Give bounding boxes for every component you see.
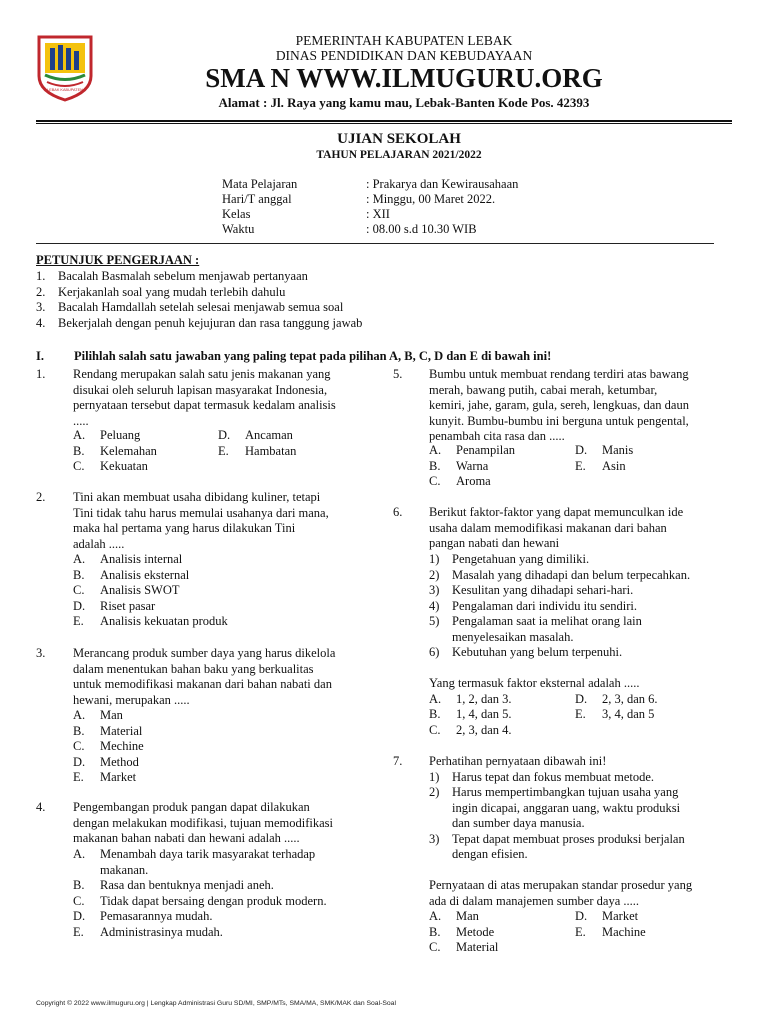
instruction-num: 3. — [36, 300, 46, 314]
answer-option-c[interactable]: C. 2, 3, dan 4. — [429, 722, 512, 737]
answer-option-a-cont: makanan. — [100, 862, 149, 877]
question-7 — [393, 754, 738, 959]
answer-option-d[interactable]: D. Manis — [575, 443, 634, 457]
answer-option-d[interactable]: D. Pemasarannya mudah. — [73, 909, 213, 923]
answer-option-b[interactable]: B. Kelemahan — [73, 443, 157, 458]
svg-text:LEBAK KABUPATEN: LEBAK KABUPATEN — [47, 88, 83, 92]
question-number: 7. — [393, 754, 403, 768]
question-line: Berikut faktor-faktor yang dapat memunculkan ide — [429, 505, 684, 519]
exam-info — [0, 177, 768, 239]
copyright-footer: Copyright © 2022 www.ilmuguru.org | Lengkap Administrasi Guru SD/MI, SMP/MTs, SMA/MA, SMK/MAK dan Soal-Soal — [36, 1000, 396, 1007]
statement-item-cont: dan sumber daya manusia. — [452, 816, 585, 830]
answer-option-b[interactable]: B. Metode — [429, 924, 495, 939]
question-line: Rendang merupakan salah satu jenis makanan yang — [73, 367, 331, 381]
dept-title: DINAS PENDIDIKAN DAN KEBUDAYAAN — [275, 48, 533, 63]
question-line: Bumbu untuk membuat rendang terdiri atas bawang — [429, 367, 689, 381]
question-line: kemiri, jahe, garam, gula, sereh, lengkuas, dan daun — [429, 398, 689, 412]
question-3 — [36, 646, 376, 786]
question-text — [73, 367, 373, 429]
answer-option-d[interactable]: D. 2, 3, dan 6. — [575, 691, 658, 706]
kop-divider — [36, 120, 732, 122]
question-number: 4. — [36, 800, 46, 814]
answer-option-b[interactable]: B. Analisis eksternal — [73, 567, 190, 582]
question-text — [429, 505, 734, 552]
answer-option-c[interactable]: C. Analisis SWOT — [73, 583, 180, 597]
info-label: Mata Pelajaran — [222, 177, 298, 191]
answer-option-e[interactable]: E. Asin — [575, 458, 626, 473]
statement-item: 1) Pengetahuan yang dimiliki. — [429, 552, 590, 566]
answer-option-a[interactable]: A. Penampilan — [429, 443, 516, 457]
instruction-text: Bacalah Hamdallah setelah selesai menjawab semua soal — [58, 300, 344, 314]
instruction-num: 1. — [36, 269, 46, 283]
question-line: penambah cita rasa dan ..... — [429, 429, 565, 443]
question-number: 3. — [36, 646, 46, 660]
question-prompt: ada di dalam manajemen sumber daya ..... — [429, 893, 639, 908]
answer-option-e[interactable]: E. Administrasinya mudah. — [73, 924, 223, 939]
statement-item-cont: dengan efisien. — [452, 847, 528, 861]
instruction-num: 4. — [36, 315, 46, 330]
info-value: : 08.00 s.d 10.30 WIB — [366, 222, 477, 236]
question-text — [73, 646, 373, 708]
question-number: 5. — [393, 367, 403, 381]
question-text — [429, 367, 734, 445]
answer-option-e[interactable]: E. Hambatan — [218, 443, 297, 458]
question-number: 1. — [36, 367, 46, 381]
statement-item: 3) Kesulitan yang dihadapi sehari-hari. — [429, 583, 634, 597]
question-text — [73, 490, 373, 552]
answer-option-c[interactable]: C. Aroma — [429, 474, 491, 488]
question-line: pernyataan tersebut dapat termasuk kedalam analisis — [73, 398, 336, 412]
statement-item: 4) Pengalaman dari individu itu sendiri. — [429, 598, 638, 613]
answer-option-e[interactable]: E. 3, 4, dan 5 — [575, 707, 655, 721]
answer-option-d[interactable]: D. Riset pasar — [73, 598, 156, 613]
gov-title: PEMERINTAH KABUPATEN LEBAK — [295, 33, 513, 48]
info-label: Waktu — [222, 222, 255, 236]
statement-item: 2) Harus mempertimbangkan tujuan usaha yang — [429, 785, 679, 799]
question-text — [73, 800, 383, 847]
answer-option-a[interactable]: A. Peluang — [73, 428, 141, 442]
kop-divider-thin — [36, 123, 732, 124]
info-label: Kelas — [222, 207, 251, 221]
statement-item: 5) Pengalaman saat ia melihat orang lain — [429, 614, 642, 628]
question-line: dalam menentukan bahan baku yang berkualitas — [73, 661, 314, 676]
question-line: Pengembangan produk pangan dapat dilakukan — [73, 800, 310, 814]
question-line: Tini tidak tahu harus memulai usahanya dari mana, — [73, 505, 329, 520]
section-number: I. — [36, 349, 44, 363]
statement-item: 6) Kebutuhan yang belum terpenuhi. — [429, 645, 623, 659]
instructions-title: PETUNJUK PENGERJAAN : — [36, 253, 200, 267]
question-line: ..... — [73, 413, 89, 428]
question-number: 2. — [36, 490, 46, 504]
question-2 — [36, 490, 376, 630]
answer-option-c[interactable]: C. Kekuatan — [73, 459, 148, 473]
section-instruction: Pilihlah salah satu jawaban yang paling tepat pada pilihan A, B, C, D dan E di bawah ini! — [74, 349, 552, 363]
instructions-list — [36, 269, 636, 331]
question-line: untuk memodifikasi makanan dari bahan nabati dan — [73, 677, 332, 691]
question-line: adalah ..... — [73, 536, 125, 551]
info-divider — [36, 243, 714, 244]
answer-option-a[interactable]: A. 1, 2, dan 3. — [429, 691, 512, 706]
answer-option-e[interactable]: E. Market — [73, 770, 137, 784]
question-1 — [36, 367, 376, 477]
statement-item-cont: menyelesaikan masalah. — [452, 629, 574, 644]
question-line: dengan melakukan modifikasi, tujuan memodifikasi — [73, 815, 334, 830]
answer-option-a[interactable]: A. Menambah daya tarik masyarakat terhadap — [73, 847, 316, 861]
question-prompt: Pernyataan di atas merupakan standar prosedur yang — [429, 878, 693, 892]
answer-option-a[interactable]: A. Man — [429, 909, 479, 923]
answer-option-a[interactable]: A. Man — [73, 708, 123, 722]
question-line: usaha dalam memodifikasi makanan dari bahan — [429, 520, 667, 535]
exam-title: UJIAN SEKOLAH — [337, 131, 461, 147]
question-line: Perhatihan pernyataan dibawah ini! — [429, 754, 607, 768]
info-label: Hari/T anggal — [222, 192, 292, 206]
instruction-text: Bacalah Basmalah sebelum menjawab pertanyaan — [58, 269, 308, 283]
question-prompt: Yang termasuk faktor eksternal adalah ..... — [429, 676, 640, 690]
question-line: makanan bahan nabati dan hewani adalah ..... — [73, 831, 300, 845]
statement-item: 3) Tepat dapat membuat proses produksi berjalan — [429, 831, 685, 846]
question-line: Tini akan membuat usaha dibidang kuliner, tetapi — [73, 490, 321, 504]
answer-option-d[interactable]: D. Ancaman — [218, 428, 293, 442]
answer-option-b[interactable]: B. Material — [73, 723, 143, 738]
answer-option-b[interactable]: B. 1, 4, dan 5. — [429, 707, 512, 721]
answer-option-b[interactable]: B. Warna — [429, 458, 489, 473]
statement-item: 2) Masalah yang dihadapi dan belum terpecahkan. — [429, 567, 691, 582]
statement-item-cont: ingin dicapai, anggaran uang, waktu produksi — [452, 800, 681, 815]
answer-option-e[interactable]: E. Machine — [575, 924, 646, 939]
question-5 — [393, 367, 738, 492]
question-number: 6. — [393, 505, 403, 519]
school-name: SMA N WWW.ILMUGURU.ORG — [205, 63, 603, 93]
answer-option-b[interactable]: B. Rasa dan bentuknya menjadi aneh. — [73, 878, 274, 892]
answer-option-a[interactable]: A. Analisis internal — [73, 552, 183, 566]
question-line: Merancang produk sumber daya yang harus dikelola — [73, 646, 336, 660]
instruction-text: Bekerjalah dengan penuh kejujuran dan rasa tanggung jawab — [58, 315, 363, 330]
info-value: : XII — [366, 207, 390, 221]
statement-item: 1) Harus tepat dan fokus membuat metode. — [429, 769, 655, 784]
question-line: hewani, merupakan ..... — [73, 692, 190, 707]
question-line: pangan nabati dan hewani — [429, 536, 560, 550]
question-4 — [36, 800, 386, 945]
answer-option-c[interactable]: C. Tidak dapat bersaing dengan produk modern. — [73, 893, 327, 908]
answer-option-d[interactable]: D. Market — [575, 909, 639, 923]
question-line: disukai oleh seluruh lapisan masyarakat Indonesia, — [73, 382, 328, 397]
school-address: Alamat : Jl. Raya yang kamu mau, Lebak-Banten Kode Pos. 42393 — [218, 95, 590, 110]
question-line: merah, bawang putih, cabai merah, ketumbar, — [429, 382, 658, 397]
instruction-text: Kerjakanlah soal yang mudah terlebih dahulu — [58, 284, 286, 299]
answer-option-c[interactable]: C. Material — [429, 940, 499, 954]
instruction-num: 2. — [36, 284, 46, 299]
question-text — [429, 754, 734, 770]
info-value: : Prakarya dan Kewirausahaan — [366, 177, 519, 191]
question-6 — [393, 505, 738, 740]
question-line: maka hal pertama yang harus dilakukan Tini — [73, 521, 296, 535]
answer-option-d[interactable]: D. Method — [73, 754, 139, 769]
question-line: kunyit. Bumbu-bumbu ini berguna untuk pengental, — [429, 413, 689, 428]
answer-option-c[interactable]: C. Mechine — [73, 739, 144, 753]
info-value: : Minggu, 00 Maret 2022. — [366, 192, 496, 206]
exam-year: TAHUN PELAJARAN 2021/2022 — [316, 149, 482, 161]
answer-option-e[interactable]: E. Analisis kekuatan produk — [73, 614, 228, 628]
